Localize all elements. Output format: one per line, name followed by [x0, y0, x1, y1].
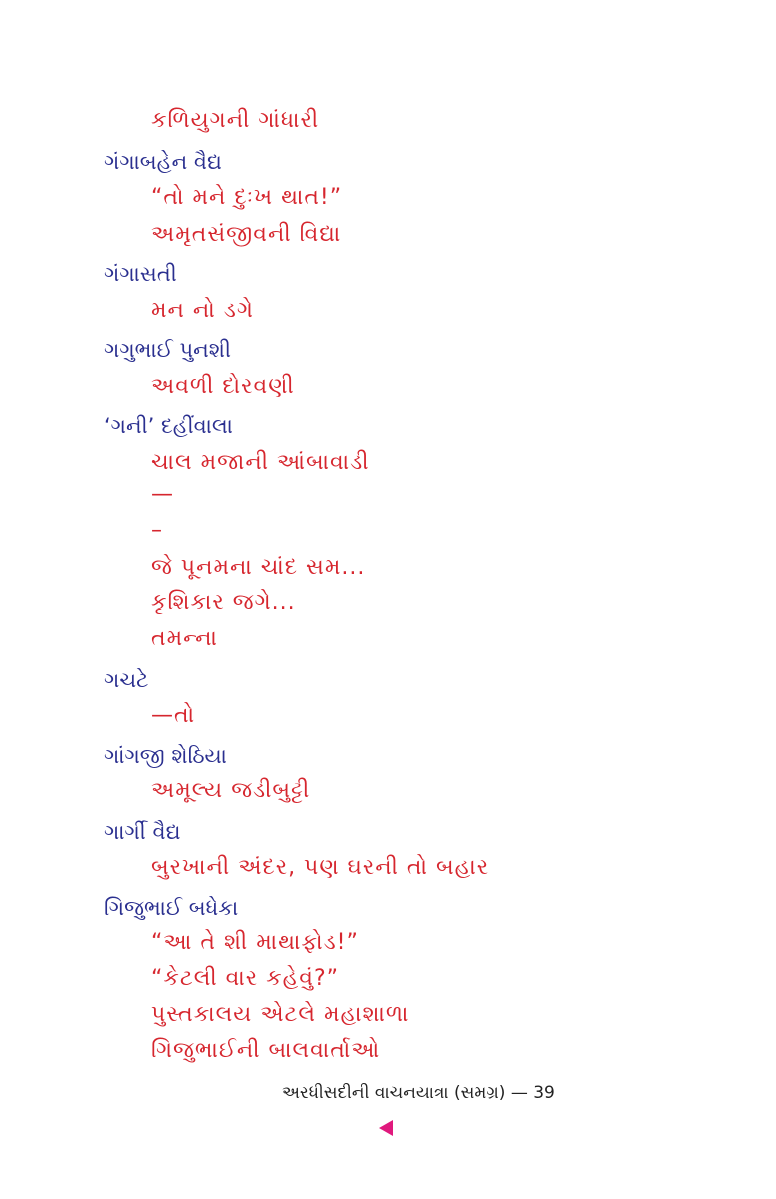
entry-title: —તો [151, 703, 196, 728]
entry-title: “તો મને દુઃખ થાત!” [151, 185, 343, 210]
entry-title: અવળી દોરવણી [151, 374, 295, 399]
entry-author: ‘ગની’ દહીંવાલા [104, 414, 233, 438]
entry-author: ગાર્ગી વૈદ્ય [104, 820, 181, 844]
entry-title: મન નો ડગે [151, 298, 254, 323]
entry-title: તમન્ના [151, 626, 218, 651]
entry-author: ગાંગજી શેઠિયા [104, 744, 227, 768]
entry-title: — [151, 482, 174, 507]
page-footer: અરધીસદીની વાચનયાત્રા (સમગ્ર) — 39 [282, 1083, 555, 1103]
left-arrow-icon[interactable] [379, 1120, 393, 1136]
entry-author: ગંગાસતી [104, 262, 177, 286]
entry-title: કૃશિકાર જગે... [151, 590, 296, 615]
entry-title: – [151, 518, 163, 543]
entry-title: ગિજુભાઈની બાલવાર્તાઓ [151, 1038, 381, 1063]
entry-title: “કેટલી વાર કહેવું?” [151, 966, 340, 991]
entry-title: અમૂલ્ય જડીબુટ્ટી [151, 778, 311, 803]
entry-title: જે પૂનમના ચાંદ સમ... [151, 555, 366, 580]
entry-title: પુસ્તકાલય એટલે મહાશાળા [151, 1002, 410, 1027]
entry-title: બુરખાની અંદર, પણ ઘરની તો બહાર [151, 855, 490, 880]
entry-title: કળિયુગની ગાંધારી [151, 108, 320, 133]
entry-author: ગગુભાઈ પુનશી [104, 338, 231, 362]
entry-author: ગંગાબહેન વૈદ્ય [104, 150, 222, 174]
entry-title: અમૃતસંજીવની વિદ્યા [151, 222, 342, 247]
entry-author: ગચટે [104, 668, 149, 692]
entry-title: ચાલ મજાની આંબાવાડી [151, 450, 370, 475]
entry-title: “આ તે શી માથાફોડ!” [151, 930, 359, 955]
entry-author: ગિજુભાઈ બધેકા [104, 896, 239, 920]
